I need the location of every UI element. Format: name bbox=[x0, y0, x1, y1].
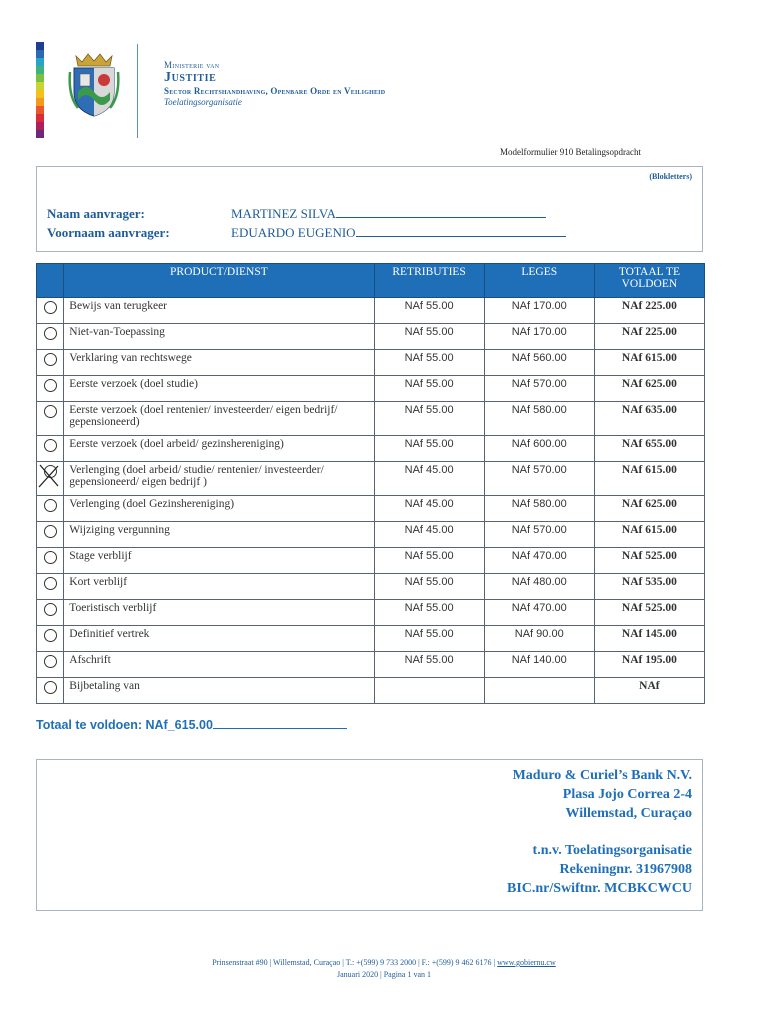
row-checkbox[interactable] bbox=[37, 548, 64, 574]
leges-value: NAf 470.00 bbox=[484, 600, 594, 626]
footer-address-text: Prinsenstraat #90 | Willemstad, Curaçao | T.: +(599) 9 733 2000 | F.: +(599) 9 462 6176 | bbox=[212, 958, 498, 967]
applicant-box bbox=[36, 166, 703, 252]
product-name: Stage verblijf bbox=[64, 548, 374, 574]
row-checkbox[interactable] bbox=[37, 574, 64, 600]
table-row bbox=[37, 462, 705, 496]
color-bar bbox=[36, 42, 44, 138]
radio-circle-icon bbox=[44, 629, 57, 642]
ministry-department: Toelatingsorganisatie bbox=[164, 96, 242, 107]
ministry-block bbox=[164, 60, 385, 107]
product-name: Eerste verzoek (doel studie) bbox=[64, 376, 374, 402]
coat-of-arms-icon bbox=[68, 52, 120, 118]
ministry-sector: Sector Rechtshandhaving, Openbare Orde en Veiligheid bbox=[164, 86, 386, 97]
retributies-value: NAf 45.00 bbox=[374, 522, 484, 548]
radio-circle-icon bbox=[44, 379, 57, 392]
product-name: Verklaring van rechtswege bbox=[64, 350, 374, 376]
color-bar-segment bbox=[36, 82, 44, 90]
header-retributies: RETRIBUTIES bbox=[374, 264, 484, 298]
product-name: Afschrift bbox=[64, 652, 374, 678]
totaal-value: NAf 615.00 bbox=[594, 350, 704, 376]
totaal-value: NAf 625.00 bbox=[594, 376, 704, 402]
cross-mark-icon bbox=[37, 462, 61, 490]
table-row bbox=[37, 376, 705, 402]
radio-circle-icon bbox=[44, 499, 57, 512]
voornaam-underline bbox=[356, 224, 566, 237]
totaal-value: NAf 195.00 bbox=[594, 652, 704, 678]
row-checkbox[interactable] bbox=[37, 522, 64, 548]
table-row bbox=[37, 402, 705, 436]
bank-bic: BIC.nr/Swiftnr. MCBKCWCU bbox=[507, 881, 692, 896]
row-checkbox[interactable] bbox=[37, 376, 64, 402]
product-name: Niet-van-Toepassing bbox=[64, 324, 374, 350]
product-name: Bijbetaling van bbox=[64, 678, 374, 704]
product-name: Toeristisch verblijf bbox=[64, 600, 374, 626]
naam-label: Naam aanvrager: bbox=[47, 206, 145, 221]
product-name: Verlenging (doel Gezinshereniging) bbox=[64, 496, 374, 522]
leges-value: NAf 90.00 bbox=[484, 626, 594, 652]
radio-circle-icon bbox=[44, 525, 57, 538]
retributies-value: NAf 55.00 bbox=[374, 600, 484, 626]
product-name: Verlenging (doel arbeid/ studie/ rentenier/ investeerder/ gepensioneerd/ eigen bedrijf ) bbox=[64, 462, 374, 496]
footer-date-page: Januari 2020 | Pagina 1 van 1 bbox=[336, 970, 432, 979]
color-bar-segment bbox=[36, 74, 44, 82]
header-divider bbox=[137, 44, 138, 138]
color-bar-segment bbox=[36, 42, 44, 50]
leges-value: NAf 170.00 bbox=[484, 298, 594, 324]
radio-circle-icon bbox=[44, 655, 57, 668]
row-checkbox[interactable] bbox=[37, 678, 64, 704]
retributies-value: NAf 55.00 bbox=[374, 626, 484, 652]
leges-value: NAf 570.00 bbox=[484, 522, 594, 548]
color-bar-segment bbox=[36, 90, 44, 98]
retributies-value: NAf 55.00 bbox=[374, 376, 484, 402]
table-row bbox=[37, 298, 705, 324]
retributies-value: NAf 55.00 bbox=[374, 298, 484, 324]
bank-street: Plasa Jojo Correa 2-4 bbox=[562, 787, 692, 802]
totaal-value: NAf 625.00 bbox=[594, 496, 704, 522]
table-row bbox=[37, 522, 705, 548]
naam-underline bbox=[336, 205, 546, 218]
retributies-value: NAf 55.00 bbox=[374, 574, 484, 600]
footer-address bbox=[0, 958, 768, 967]
form-name: Modelformulier 910 Betalingsopdracht bbox=[500, 147, 641, 157]
table-row bbox=[37, 600, 705, 626]
radio-circle-icon bbox=[44, 405, 57, 418]
retributies-value: NAf 55.00 bbox=[374, 402, 484, 436]
totaal-value: NAf 225.00 bbox=[594, 324, 704, 350]
color-bar-segment bbox=[36, 58, 44, 66]
leges-value: NAf 560.00 bbox=[484, 350, 594, 376]
color-bar-segment bbox=[36, 114, 44, 122]
totaal-value: NAf 525.00 bbox=[594, 548, 704, 574]
naam-field[interactable]: MARTINEZ SILVA bbox=[231, 206, 337, 221]
bank-city: Willemstad, Curaçao bbox=[565, 806, 692, 821]
leges-value bbox=[484, 678, 594, 704]
leges-value: NAf 580.00 bbox=[484, 402, 594, 436]
header-product: PRODUCT/DIENST bbox=[64, 264, 374, 298]
totaal-value: NAf 145.00 bbox=[594, 626, 704, 652]
table-row bbox=[37, 436, 705, 462]
voornaam-label: Voornaam aanvrager: bbox=[47, 225, 170, 240]
radio-circle-icon bbox=[44, 681, 57, 694]
table-row bbox=[37, 548, 705, 574]
row-checkbox[interactable] bbox=[37, 652, 64, 678]
row-checkbox[interactable] bbox=[37, 626, 64, 652]
totaal-value: NAf 525.00 bbox=[594, 600, 704, 626]
leges-value: NAf 140.00 bbox=[484, 652, 594, 678]
product-name: Eerste verzoek (doel rentenier/ investeerder/ eigen bedrijf/ gepensioneerd) bbox=[64, 402, 374, 436]
retributies-value: NAf 55.00 bbox=[374, 324, 484, 350]
header-check-col bbox=[37, 264, 64, 298]
leges-value: NAf 580.00 bbox=[484, 496, 594, 522]
color-bar-segment bbox=[36, 106, 44, 114]
color-bar-segment bbox=[36, 66, 44, 74]
table-row bbox=[37, 324, 705, 350]
radio-circle-icon bbox=[44, 603, 57, 616]
totaal-value: NAf 535.00 bbox=[594, 574, 704, 600]
table-row bbox=[37, 678, 705, 704]
radio-circle-icon bbox=[44, 327, 57, 340]
retributies-value bbox=[374, 678, 484, 704]
totaal-underline bbox=[213, 716, 347, 729]
bank-tnv: t.n.v. Toelatingsorganisatie bbox=[532, 843, 692, 858]
leges-value: NAf 170.00 bbox=[484, 324, 594, 350]
blokletters-note: (Blokletters) bbox=[649, 172, 692, 181]
ministry-name: Justitie bbox=[164, 70, 217, 86]
bank-name: Maduro & Curiel’s Bank N.V. bbox=[512, 768, 692, 783]
radio-circle-icon bbox=[44, 353, 57, 366]
voornaam-field[interactable]: EDUARDO EUGENIO bbox=[231, 225, 356, 240]
leges-value: NAf 570.00 bbox=[484, 376, 594, 402]
retributies-value: NAf 55.00 bbox=[374, 350, 484, 376]
product-name: Eerste verzoek (doel arbeid/ gezinshereniging) bbox=[64, 436, 374, 462]
totaal-value: NAf 655.00 bbox=[594, 436, 704, 462]
row-checkbox[interactable] bbox=[37, 298, 64, 324]
color-bar-segment bbox=[36, 98, 44, 106]
table-row bbox=[37, 652, 705, 678]
radio-circle-icon bbox=[44, 577, 57, 590]
totaal-value: NAf 225.00 bbox=[594, 298, 704, 324]
header-totaal: TOTAAL TE VOLDOEN bbox=[594, 264, 704, 298]
retributies-value: NAf 55.00 bbox=[374, 652, 484, 678]
naam-row bbox=[47, 205, 546, 222]
product-name: Kort verblijf bbox=[64, 574, 374, 600]
bank-box bbox=[36, 759, 703, 911]
leges-value: NAf 600.00 bbox=[484, 436, 594, 462]
voornaam-row bbox=[47, 224, 566, 241]
totaal-te-voldoen bbox=[36, 716, 347, 732]
radio-circle-icon bbox=[44, 439, 57, 452]
bank-details bbox=[507, 766, 692, 898]
leges-value: NAf 480.00 bbox=[484, 574, 594, 600]
row-checkbox[interactable] bbox=[37, 402, 64, 436]
table-header-row bbox=[37, 264, 705, 298]
footer-website-link[interactable]: www.gobiernu.cw bbox=[497, 958, 556, 967]
product-name: Definitief vertrek bbox=[64, 626, 374, 652]
row-checkbox[interactable] bbox=[37, 350, 64, 376]
color-bar-segment bbox=[36, 50, 44, 58]
product-name: Bewijs van terugkeer bbox=[64, 298, 374, 324]
leges-value: NAf 470.00 bbox=[484, 548, 594, 574]
ministry-line-1: Ministerie van bbox=[164, 60, 220, 70]
color-bar-segment bbox=[36, 130, 44, 138]
retributies-value: NAf 55.00 bbox=[374, 436, 484, 462]
table-row bbox=[37, 496, 705, 522]
totaal-value: NAf 635.00 bbox=[594, 402, 704, 436]
row-checkbox[interactable] bbox=[37, 324, 64, 350]
row-checkbox[interactable] bbox=[37, 462, 64, 496]
totaal-value: NAf 615.00 bbox=[594, 462, 704, 496]
product-name: Wijziging vergunning bbox=[64, 522, 374, 548]
row-checkbox[interactable] bbox=[37, 600, 64, 626]
bank-account: Rekeningnr. 31967908 bbox=[559, 862, 692, 877]
table-row bbox=[37, 626, 705, 652]
header-leges: LEGES bbox=[484, 264, 594, 298]
product-table bbox=[36, 263, 705, 704]
table-row bbox=[37, 574, 705, 600]
retributies-value: NAf 55.00 bbox=[374, 548, 484, 574]
radio-circle-icon bbox=[44, 301, 57, 314]
radio-circle-icon bbox=[44, 551, 57, 564]
retributies-value: NAf 45.00 bbox=[374, 496, 484, 522]
leges-value: NAf 570.00 bbox=[484, 462, 594, 496]
totaal-text: Totaal te voldoen: NAf_615.00 bbox=[36, 718, 213, 732]
retributies-value: NAf 45.00 bbox=[374, 462, 484, 496]
totaal-value: NAf bbox=[594, 678, 704, 704]
row-checkbox[interactable] bbox=[37, 436, 64, 462]
table-row bbox=[37, 350, 705, 376]
color-bar-segment bbox=[36, 122, 44, 130]
row-checkbox[interactable] bbox=[37, 496, 64, 522]
totaal-value: NAf 615.00 bbox=[594, 522, 704, 548]
